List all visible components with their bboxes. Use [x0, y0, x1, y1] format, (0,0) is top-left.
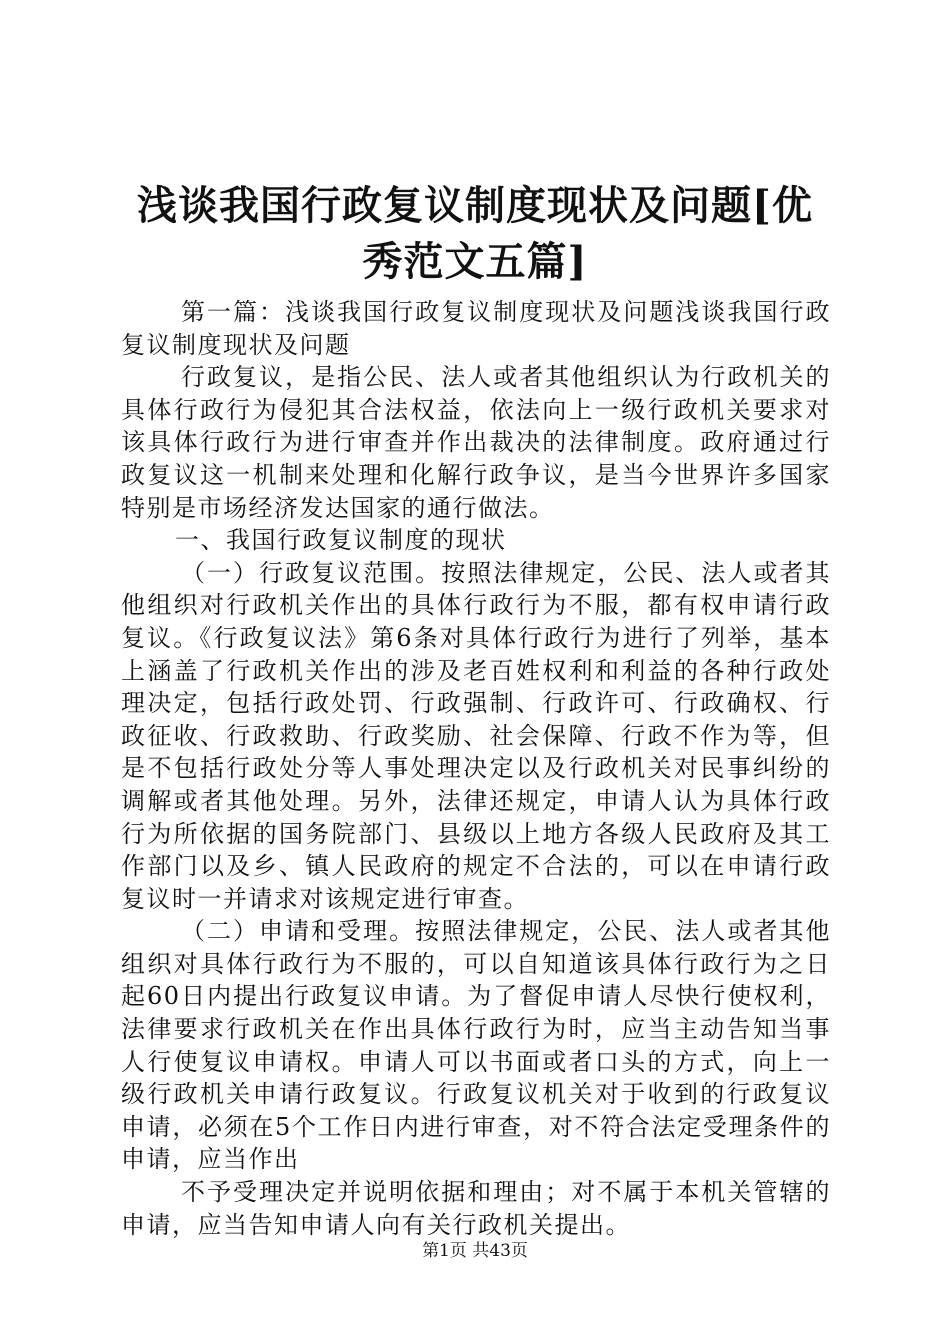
page-number-footer: 第1页 共43页 — [422, 1241, 528, 1261]
paragraph-rejection: 不予受理决定并说明依据和理由；对不属于本机关管辖的申请，应当告知申请人向有关行政机关提出。 — [121, 1178, 831, 1239]
paragraph-intro: 第一篇：浅谈我国行政复议制度现状及问题浅谈我国行政复议制度现状及问题 — [121, 298, 831, 359]
paragraph-scope: （一）行政复议范围。按照法律规定，公民、法人或者其他组织对行政机关作出的具体行政行为不服，都有权申请行政复议。《行政复议法》第6条对具体行政行为进行了列举，基本上涵盖了行政机关作出的涉及老百姓权利和利益的各种行政处理决定，包括行政处罚、行政强制、行政许可、行政确权、行政征收、行政救助、行政奖励、社会保障、行政不作为等，但是不包括行政处分等人事处理决定以及行政机关对民事纠纷的调解或者其他处理。另外，法律还规定，申请人认为具体行政行为所依据的国务院部门、县级以上地方各级人民政府及其工作部门以及乡、镇人民政府的规定不合法的，可以在申请行政复议时一并请求对该规定进行审查。 — [121, 558, 831, 913]
paragraph-definition: 行政复议，是指公民、法人或者其他组织认为行政机关的具体行政行为侵犯其合法权益，依法向上一级行政机关要求对该具体行政行为进行审查并作出裁决的法律制度。政府通过行政复议这一机制来处理和化解行政争议，是当今世界许多国家特别是市场经济发达国家的通行做法。 — [121, 363, 831, 522]
paragraph-application: （二）申请和受理。按照法律规定，公民、法人或者其他组织对具体行政行为不服的，可以自知道该具体行政行为之日起60日内提出行政复议申请。为了督促申请人尽快行使权利，法律要求行政机关在作出具体行政行为时，应当主动告知当事人行使复议申请权。申请人可以书面或者口头的方式，向上一级行政机关申请行政复议。行政复议机关对于收到的行政复议申请，必须在5个工作日内进行审查，对不符合法定受理条件的申请，应当作出 — [121, 917, 831, 1174]
document-body — [121, 296, 831, 1241]
section-heading: 一、我国行政复议制度的现状 — [175, 526, 507, 555]
document-title: 浅谈我国行政复议制度现状及问题[优秀范文五篇] — [137, 182, 813, 285]
